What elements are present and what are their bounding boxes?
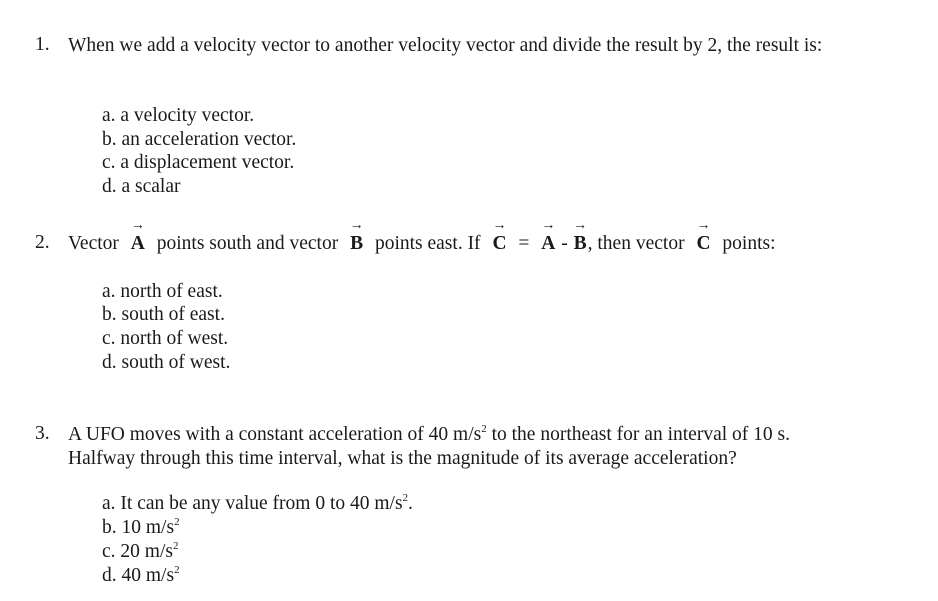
vector-arrow-icon: → xyxy=(492,218,507,233)
vector-c: → C xyxy=(492,218,507,254)
option-c: c. 20 $m/s^2$ xyxy=(102,540,179,562)
vector-arrow-icon: → xyxy=(349,218,364,233)
vector-c: → C xyxy=(696,218,711,254)
question-number: 3. xyxy=(35,423,50,444)
option-a: a. a velocity vector. xyxy=(102,105,255,126)
question-stem: Vector → A points south and vector → B points east. If → C = → A - → B, then vector → C points: xyxy=(68,218,776,254)
option-b: b. an acceleration vector. xyxy=(102,129,297,150)
question-number: 1. xyxy=(35,34,50,55)
vector-arrow-icon: → xyxy=(573,218,588,233)
vector-arrow-icon: → xyxy=(541,218,556,233)
option-b: b. south of east. xyxy=(102,304,225,325)
option-a: a. It can be any value from 0 to 40 $m/s^2$. xyxy=(102,492,413,514)
vector-arrow-icon: → xyxy=(130,218,145,233)
option-c: c. north of west. xyxy=(102,328,229,349)
vector-arrow-icon: → xyxy=(696,218,711,233)
option-a: a. north of east. xyxy=(102,281,223,302)
question-stem: When we add a velocity vector to another velocity vector and divide the result by 2, the result is: xyxy=(68,35,823,56)
option-b: b. 10 $m/s^2$ xyxy=(102,516,180,538)
vector-b: → B xyxy=(573,218,588,254)
option-d: d. south of west. xyxy=(102,352,231,373)
option-d: d. a scalar xyxy=(102,176,181,197)
option-d: d. 40 $m/s^2$ xyxy=(102,564,180,586)
question-number: 2. xyxy=(35,232,50,253)
question-stem: A UFO moves with a constant acceleration of 40 $m/s^2$ to the northeast for an interval of 10 s. Halfway through this time interval, what is the magnitude of its average acceleration? xyxy=(68,423,790,469)
vector-b: → B xyxy=(349,218,364,254)
vector-a: → A xyxy=(130,218,145,254)
option-c: c. a displacement vector. xyxy=(102,152,295,173)
vector-a: → A xyxy=(541,218,556,254)
